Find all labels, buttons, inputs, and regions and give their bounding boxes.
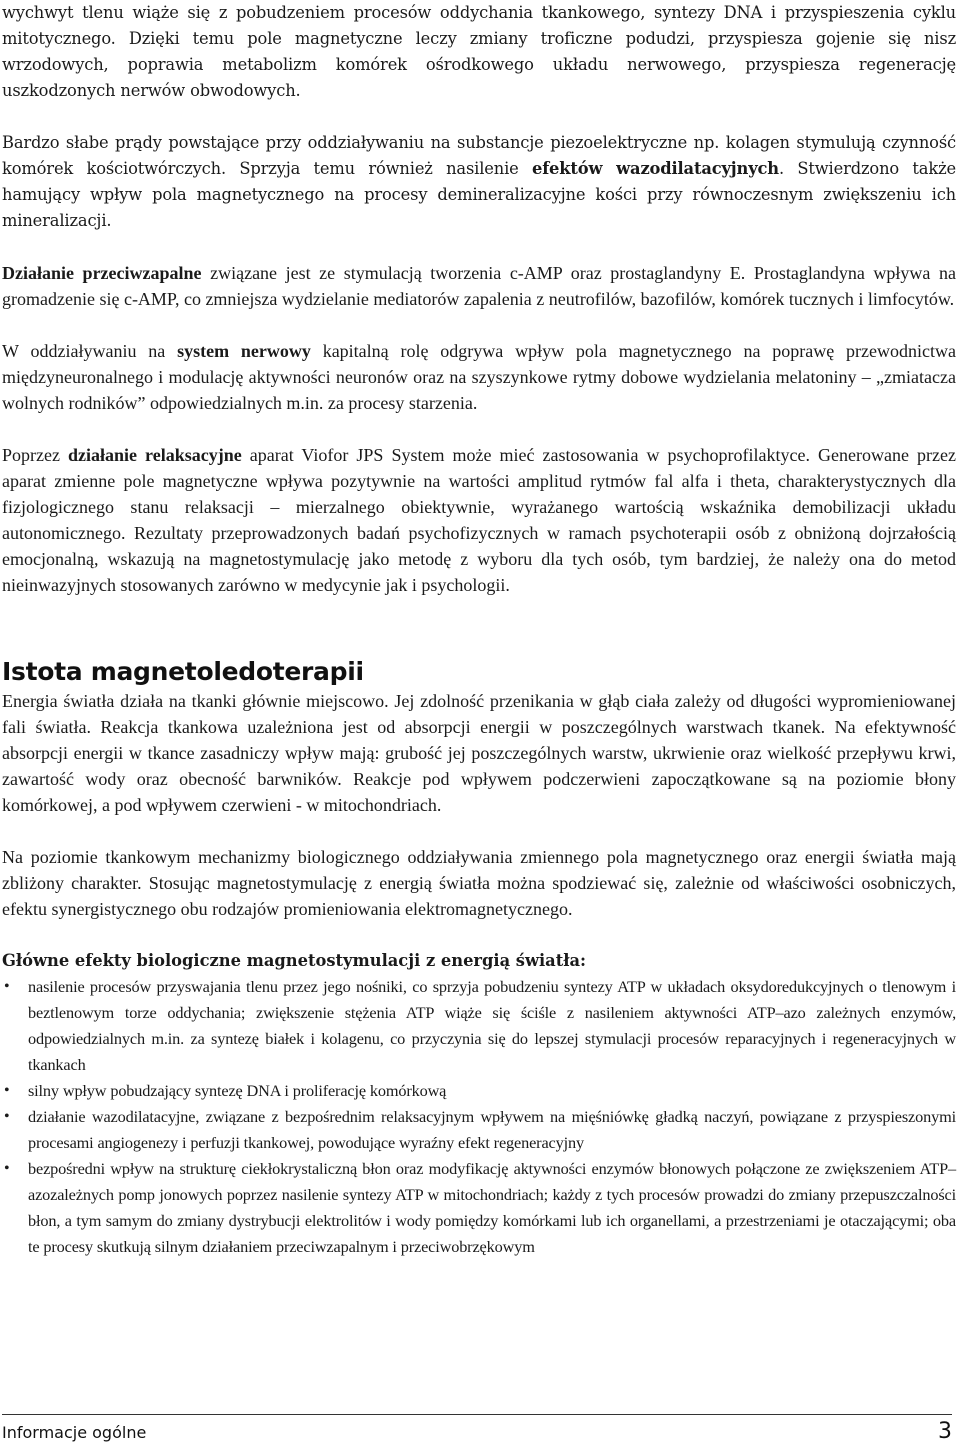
list-item-text: silny wpływ pobudzający syntezę DNA i proliferację komórkową (28, 1081, 447, 1100)
effects-list (2, 974, 956, 1260)
spacer (2, 234, 956, 260)
list-item (2, 1156, 956, 1260)
spacer (2, 598, 956, 656)
paragraph-text: . Stwierdzono także hamujący wpływ pola magnetycznego na procesy demineralizacyjne kości przy równoczesnym zwiększeniu ich mineralizacji. (2, 159, 956, 230)
list-item (2, 1078, 956, 1104)
paragraph-text: aparat Viofor JPS System może mieć zastosowania w psychoprofilaktyce. Generowane przez aparat zmienne pole magnetyczne wpływa pozytywnie na wartości amplitud rytmów fal alfa i theta, charakterystycznych dla fizjologicznego stanu relaksacji – mierzalnego obiektywnie, wyrażanego wartością wskaźnika demobilizacji układu autonomicznego. Rezultaty przeprowadzonych badań psychofizycznych w ramach psychoterapii osób z obniżoną dojrzałością emocjonalną, wskazują na magnetostymulację jako metodę z wyboru dla tych osób, tym bardziej, że należy ona do metod nieinwazyjnych stosowanych zarówno w medycynie jak i psychologii. (2, 445, 956, 595)
paragraph-text: Bardzo słabe prądy powstające przy oddziaływaniu na substancje piezoelektryczne np. kolagen stymulują czynność komórek kościotwórczych. Sprzyja temu również nasilenie (2, 133, 956, 178)
spacer (2, 416, 956, 442)
list-item-text: działanie wazodilatacyjne, związane z bezpośrednim relaksacyjnym wpływem na mięśniówkę gładką naczyń, powiązane z przyspieszonymi procesami angiogenezy i perfuzji tkankowej, powodujące wyraźny efekt regeneracyjny (28, 1107, 956, 1152)
paragraph-relaxation (2, 442, 956, 598)
bullet-icon: • (4, 1108, 10, 1125)
effects-list-title: Główne efekty biologiczne magnetostymulacji z energią światła: (2, 951, 587, 970)
bullet-icon: • (4, 1160, 10, 1177)
paragraph-text: Poprzez (2, 445, 69, 465)
page-number: 3 (938, 1419, 952, 1444)
list-item (2, 1104, 956, 1156)
list-item (2, 974, 956, 1078)
spacer (2, 818, 956, 844)
paragraph-piezoelectric (2, 130, 956, 234)
bullet-icon: • (4, 978, 10, 995)
footer-section-label: Informacje ogólne (2, 1423, 147, 1442)
section-title: Istota magnetoledoterapii (2, 657, 364, 686)
bold-term-relaxation: działanie relaksacyjne (68, 445, 242, 465)
paragraph-anti-inflammatory (2, 260, 956, 312)
paragraph-text: W oddziaływaniu na (2, 341, 178, 361)
paragraph-text: kapitalną rolę odgrywa wpływ pola magnetycznego na poprawę przewodnictwa międzyneuronalnego i modulację aktywności neuronów oraz na szyszynkowe rytmy dobowe wydzielania melatoniny – „zmiatacza wolnych rodników” odpowiedzialnych m.in. za procesy starzenia. (2, 341, 956, 413)
bold-term-nervous-system: system nerwowy (177, 341, 311, 361)
spacer (2, 104, 956, 130)
bold-term-vasodilation: efektów wazodilatacyjnych (532, 159, 779, 178)
page-footer (2, 1414, 952, 1445)
paragraph-text: związane jest ze stymulacją tworzenia c-AMP oraz prostaglandyny E. Prostaglandyna wpływa na gromadzenie się c-AMP, co zmniejsza wydzielanie mediatorów zapalenia z neutrofilów, bazofilów, komórek tucznych i limfocytów. (2, 263, 956, 309)
paragraph-oxygen-uptake: wychwyt tlenu wiąże się z pobudzeniem procesów oddychania tkankowego, syntezy DNA i przyspieszenia cyklu mitotycznego. Dzięki temu pole magnetyczne leczy zmiany troficzne podudzi, przyspiesza gojenie się nisz wrzodowych, poprawia metabolizm komórek ośrodkowego układu nerwowego, przyspiesza regenerację uszkodzonych nerwów obwodowych. (2, 3, 956, 100)
spacer (2, 922, 956, 948)
spacer (2, 312, 956, 338)
bold-term-anti-inflammatory: Działanie przeciwzapalne (2, 263, 202, 283)
list-item-text: bezpośredni wpływ na strukturę ciekłokrystaliczną błon oraz modyfikację aktywności enzymów błonowych połączone ze zwiększeniem ATP–azozależnych pomp jonowych poprzez nasilenie syntezy ATP w mitochondriach; każdy z tych procesów prowadzi do zmiany przepuszczalności błon, a tym samym do zmiany dystrybucji elektrolitów i wody pomiędzy komórkami lub ich organellami, a przestrzeniami je otaczającymi; oba te procesy skutkują silnym działaniem przeciwzapalnym i przeciwobrzękowym (28, 1159, 956, 1256)
paragraph-light-energy: Energia światła działa na tkanki głównie miejscowo. Jej zdolność przenikania w głąb ciała zależy od długości wypromieniowanej fali światła. Reakcja tkankowa uzależniona jest od absorpcji energii w poszczególnych warstwach tkanek. Na efektywność absorpcji energii w tkance zasadniczy wpływ mają: grubość jej poszczególnych warstw, ukrwienie oraz wielkość przepływu krwi, zawartość wody oraz obecność barwników. Reakcje pod wpływem podczerwieni zapoczątkowane są na poziomie błony komórkowej, a pod wpływem czerwieni - w mitochondriach. (2, 691, 956, 815)
paragraph-nervous-system (2, 338, 956, 416)
paragraph-tissue-mechanisms: Na poziomie tkankowym mechanizmy biologicznego oddziaływania zmiennego pola magnetycznego oraz energii światła mają zbliżony charakter. Stosując magnetostymulację z energią światła można spodziewać się, zależnie od właściwości osobniczych, efektu synergistycznego obu rodzajów promieniowania elektromagnetycznego. (2, 847, 956, 919)
bullet-icon: • (4, 1082, 10, 1099)
list-item-text: nasilenie procesów przyswajania tlenu przez jego nośniki, co sprzyja pobudzeniu syntezy ATP w układach oksydoredukcyjnych o tlenowym i beztlenowym torze oddychania; zwiększenie stężenia ATP wiąże się ściśle z nasileniem aktywności ATP–azo zależnych enzymów, odpowiedzialnych m.in. za syntezę białek i kolagenu, co przyczynia się do lepszej stymulacji procesów reparacyjnych i regeneracyjnych w tkankach (28, 977, 956, 1074)
